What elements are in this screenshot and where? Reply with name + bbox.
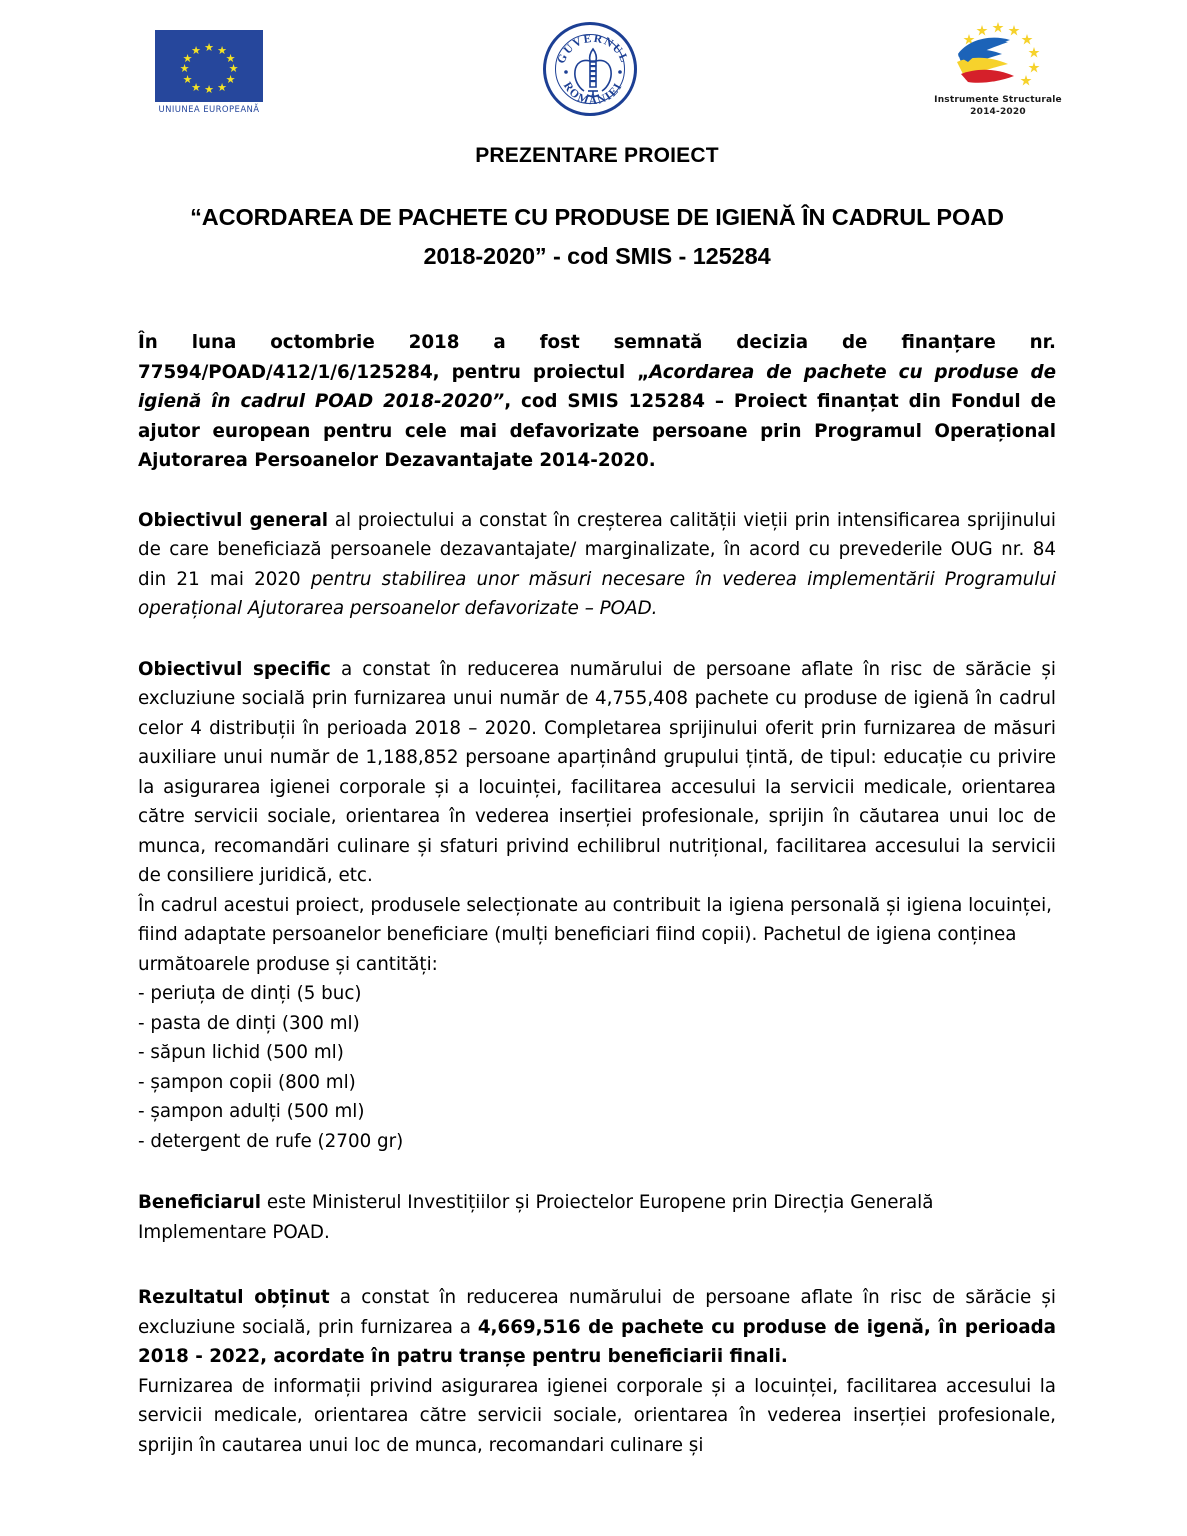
structural-instruments-caption-line1: Instrumente Structurale bbox=[934, 95, 1062, 105]
result-lead: Rezultatul obținut bbox=[138, 1287, 330, 1308]
document-body bbox=[138, 0, 1056, 1460]
page-title: PREZENTARE PROIECT bbox=[475, 144, 719, 167]
paragraph-beneficiary bbox=[138, 1188, 1056, 1247]
project-title-line-2: 2018-2020” - cod SMIS - 125284 bbox=[423, 243, 771, 269]
project-title bbox=[138, 168, 1056, 276]
objective-specific-text: a constat în reducerea numărului de persoane aflate în risc de sărăcie și excluziune socială prin furnizarea unui număr de 4,755,408 pachete cu produse de igienă în cadrul celor 4 distribuții în perioada 2018 – 2020. Completarea sprijinului oferit prin furnizarea de măsuri auxiliare unui număr de 1,188,852 persoane aparținând grupului țintă, de tipul: educație cu privire la asigurarea igienei corporale și a locuinței, facilitarea accesului la servicii medicale, orientarea către servicii sociale, orientarea în vederea inserției profesionale, sprijin în căutarea unui loc de munca, recomandări culinare și sfaturi privind echilibrul nutrițional, facilitarea accesului la servicii de consiliere juridică, etc. bbox=[138, 658, 1056, 886]
objective-general-italic: pentru stabilirea unor măsuri necesare în vederea implementării Programului operațional Ajutorarea persoanelor defavorizate – POAD. bbox=[138, 568, 1056, 619]
list-item: - periuța de dinți (5 buc) bbox=[138, 983, 362, 1004]
project-title-line-1: “ACORDAREA DE PACHETE CU PRODUSE DE IGIENĂ ÎN CADRUL POAD bbox=[190, 204, 1004, 230]
paragraph-objective-specific bbox=[138, 655, 1056, 891]
paragraph-intro bbox=[138, 328, 1056, 476]
intro-project-name-italic: Acordarea de pachete cu produse de igienă în cadrul POAD 2018-2020” bbox=[138, 361, 1057, 412]
intro-text-part-1: În luna octombrie 2018 a fost semnată decizia de finanțare nr. 77594/POAD/412/1/6/125284, pentru proiectul „ bbox=[138, 332, 1056, 383]
beneficiary-lead: Beneficiarul bbox=[138, 1192, 262, 1213]
paragraph-furnizarea: Furnizarea de informații privind asigurarea igienei corporale și a locuinței, facilitarea accesului la servicii medicale, orientarea către servicii sociale, orientarea în vederea inserției profesionale, sprijin în cautarea unui loc de munca, recomandari culinare și bbox=[138, 1375, 1056, 1456]
objective-general-lead: Obiectivul general bbox=[138, 509, 329, 531]
svg-text:ROMÂNIEI: ROMÂNIEI bbox=[560, 80, 626, 108]
eu-flag-icon: ★ ★ ★ ★ ★ ★ ★ ★ ★ ★ ★ ★ bbox=[155, 30, 263, 102]
paragraph-objective-general bbox=[138, 506, 1056, 624]
paragraph-result bbox=[138, 1283, 1056, 1372]
list-item: - șampon adulți (500 ml) bbox=[138, 1101, 365, 1122]
svg-text:GUVERNUL: GUVERNUL bbox=[555, 32, 631, 66]
list-item: - săpun lichid (500 ml) bbox=[138, 1042, 344, 1063]
eu-logo-caption: UNIUNEA EUROPEANĂ bbox=[158, 105, 260, 115]
objective-specific-lead: Obiectivul specific bbox=[138, 658, 331, 680]
beneficiary-text: este Ministerul Investițiilor și Proiectelor Europene prin Direcția Generală Implementare POAD. bbox=[138, 1192, 934, 1243]
structural-instruments-caption-line2: 2014-2020 bbox=[970, 107, 1026, 117]
result-text: a constat în reducerea numărului de persoane aflate în risc de sărăcie și excluziune socială, prin furnizarea a bbox=[138, 1287, 1056, 1338]
list-item: - detergent de rufe (2700 gr) bbox=[138, 1130, 404, 1152]
result-highlight: 4,669,516 de pachete cu produse de igenă, în perioada 2018 - 2022, acordate în patru tranșe pentru beneficiarii finali. bbox=[138, 1316, 1056, 1367]
product-list bbox=[138, 979, 1056, 1156]
paragraph-in-cadru: În cadrul acestui proiect, produsele selecționate au contribuit la igiena personală și igiena locuinței, fiind adaptate persoanelor beneficiare (mulți beneficiari fiind copii). Pachetul de igiena conținea următoarele produse și cantități: bbox=[138, 894, 1052, 975]
intro-text-part-2: , cod SMIS 125284 – Proiect finanțat din Fondul de ajutor european pentru cele mai defavorizate persoane prin Programul Operațional Ajutorarea Persoanelor Dezavantajate 2014-2020. bbox=[138, 391, 1056, 471]
list-item: - pasta de dinți (300 ml) bbox=[138, 1012, 360, 1034]
objective-general-text: al proiectului a constat în creșterea calității vieții prin intensificarea sprijinului de care beneficiază persoanele dezavantajate/ marginalizate, în acord cu prevederile OUG nr. 84 din 21 mai 2020 bbox=[138, 509, 1056, 590]
list-item: - șampon copii (800 ml) bbox=[138, 1071, 356, 1093]
